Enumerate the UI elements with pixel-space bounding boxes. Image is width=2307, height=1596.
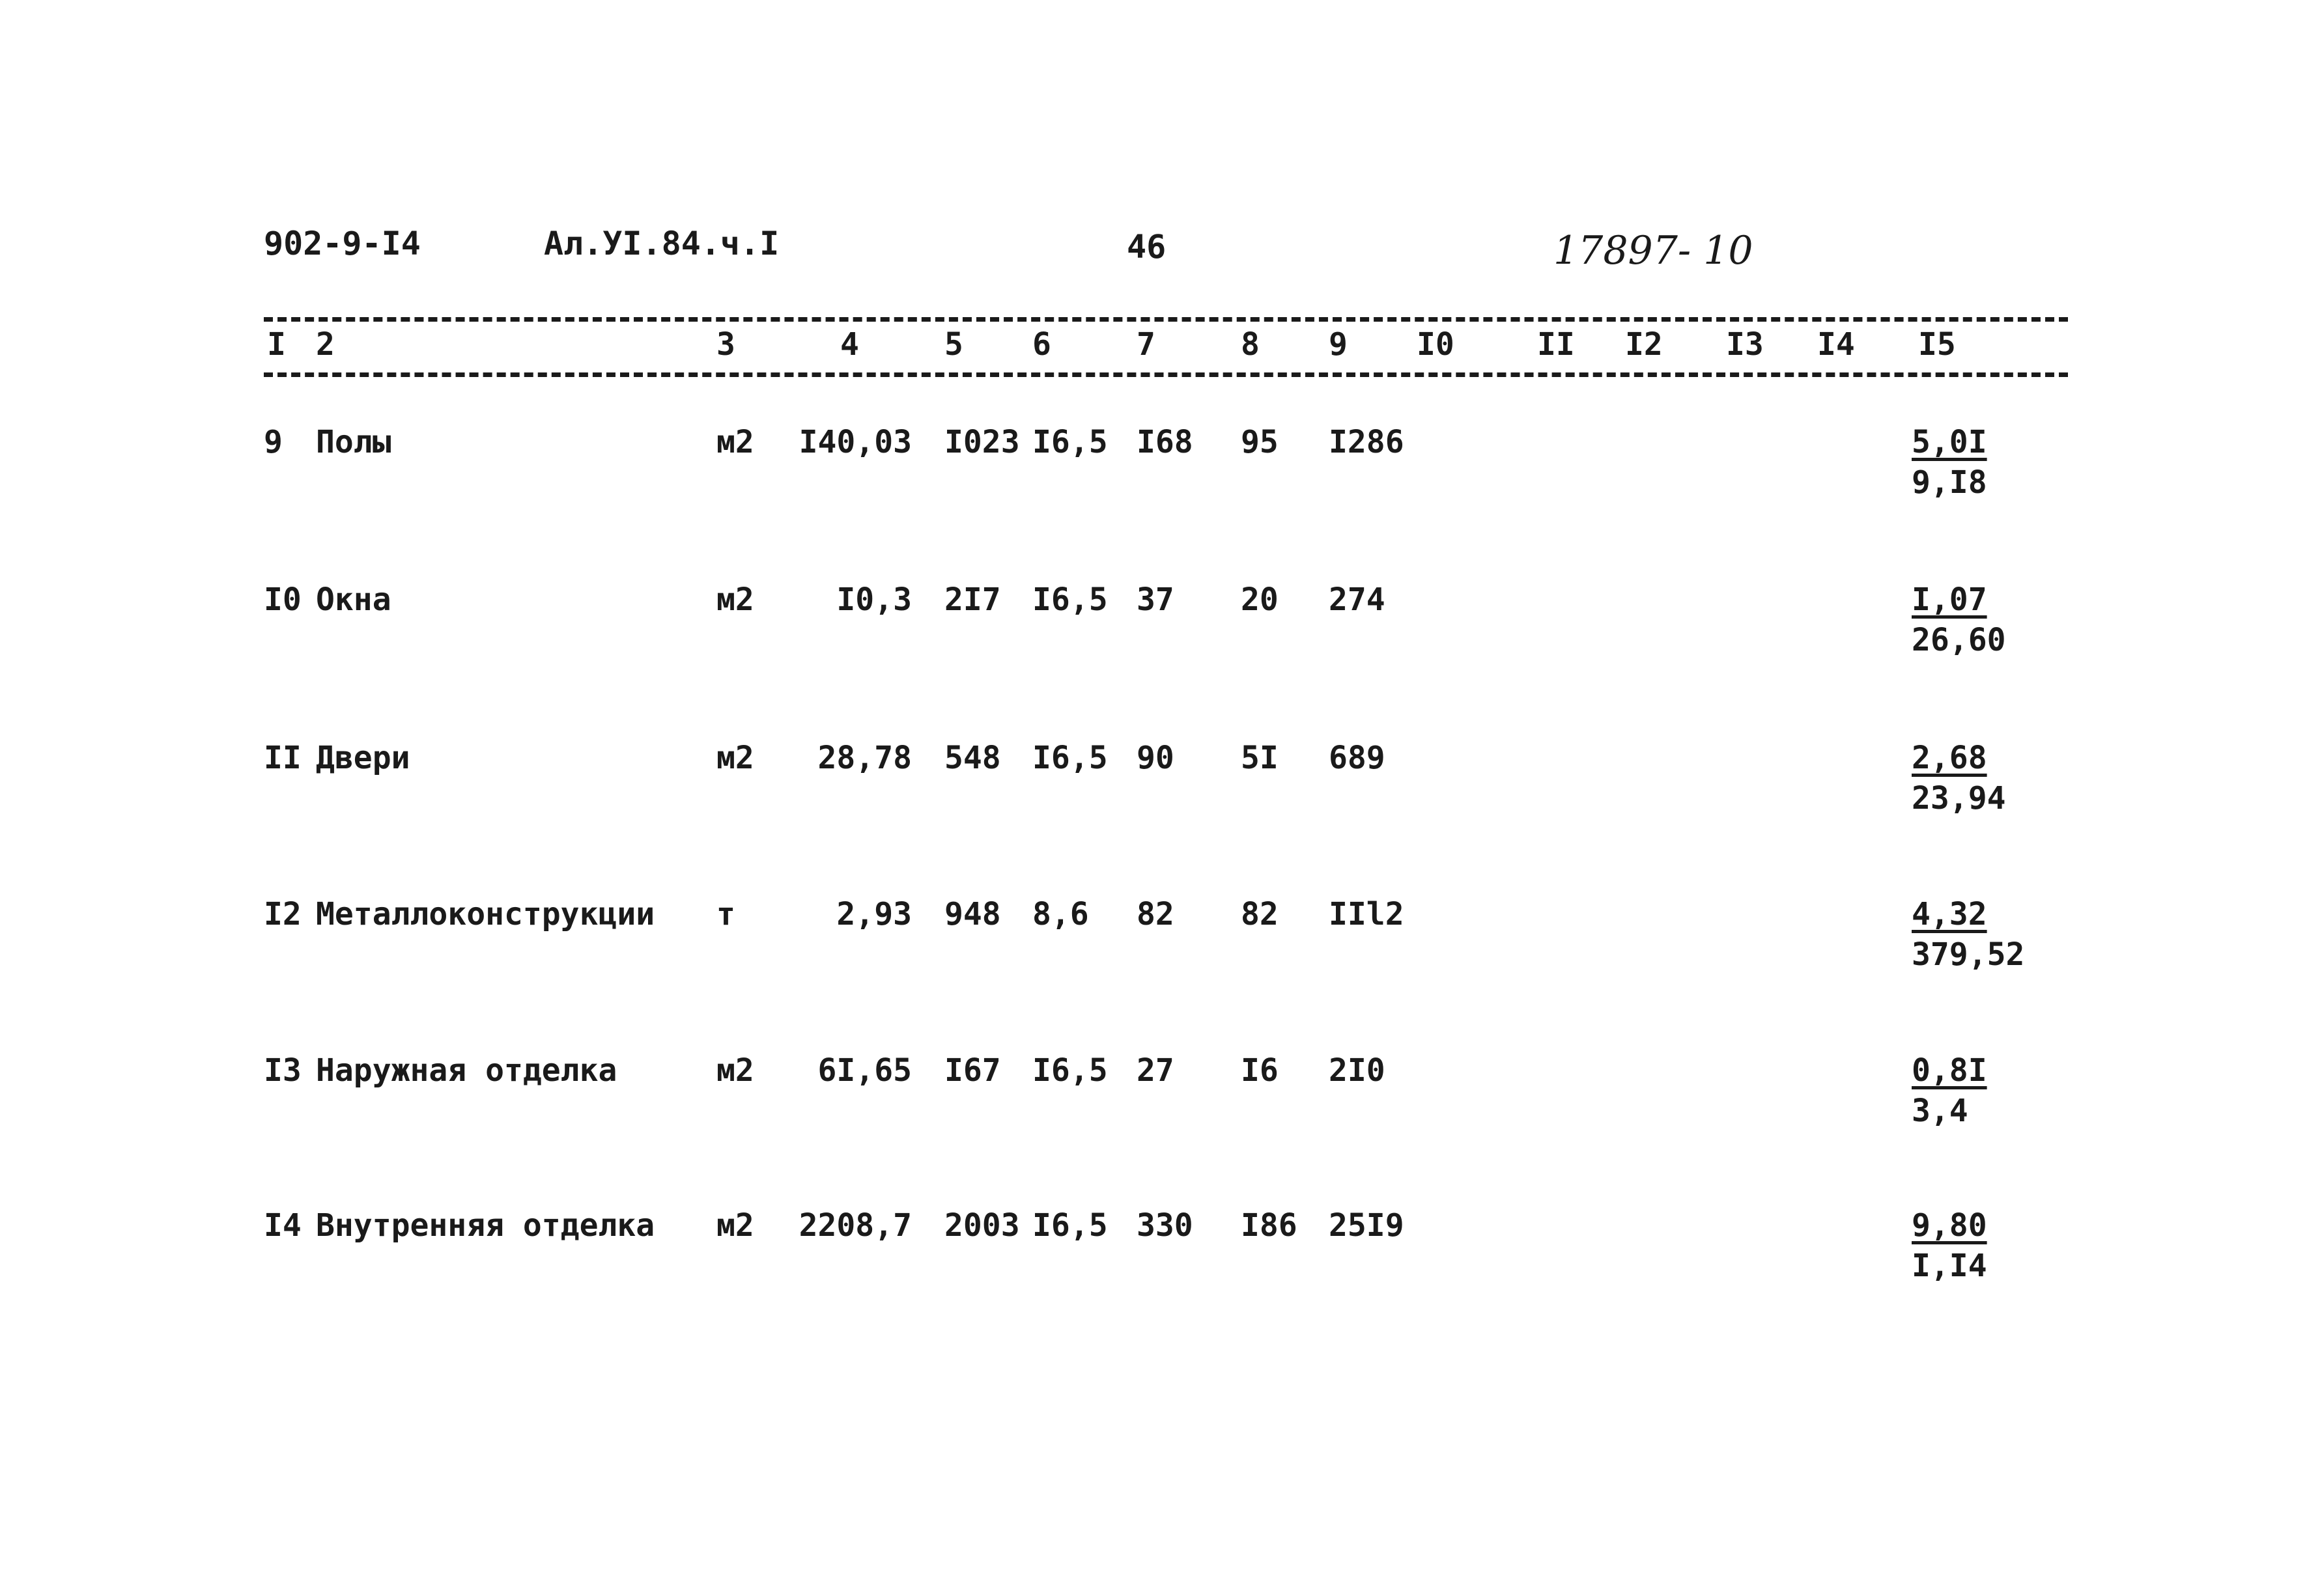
row-col5: 948 [944,896,1001,932]
row-name: Окна [316,581,391,618]
row-col9: 274 [1329,581,1385,618]
col-header-14: I4 [1817,326,1855,363]
row-unit: т [716,896,735,932]
row-col8: I6 [1241,1052,1279,1089]
fraction-denominator: 23,94 [1912,780,2006,817]
row-number: I3 [264,1052,302,1089]
row-number: 9 [264,424,283,460]
row-col15-fraction [1912,896,2025,973]
row-col6: I6,5 [1032,740,1108,776]
fraction-numerator: 0,8I [1912,1052,1987,1089]
row-col4: 28,78 [817,740,912,776]
col-header-10: I0 [1417,326,1454,363]
row-name: Наружная отделка [316,1052,617,1089]
row-col7: 37 [1137,581,1174,618]
row-number: II [264,740,302,776]
col-header-13: I3 [1726,326,1764,363]
row-col5: I023 [944,424,1020,460]
col-header-9: 9 [1329,326,1348,363]
row-col9: 689 [1329,740,1385,776]
row-unit: м2 [716,581,754,618]
row-col15-fraction [1912,1052,1987,1129]
fraction-numerator: 2,68 [1912,740,1987,776]
fraction-numerator: I,07 [1912,581,1987,618]
row-col4: 2,93 [836,896,912,932]
row-col6: I6,5 [1032,1207,1108,1244]
row-col5: I67 [944,1052,1001,1089]
header-rule-bottom [264,372,2068,377]
row-name: Металлоконструкции [316,896,655,932]
row-col9: I286 [1329,424,1404,460]
row-unit: м2 [716,1052,754,1089]
col-header-6: 6 [1032,326,1051,363]
row-col4: 2208,7 [799,1207,912,1244]
fraction-denominator: 379,52 [1912,936,2025,973]
row-col7: 27 [1137,1052,1174,1089]
row-name: Полы [316,424,391,460]
row-col6: 8,6 [1032,896,1089,932]
row-number: I0 [264,581,302,618]
row-col6: I6,5 [1032,581,1108,618]
row-col5: 2I7 [944,581,1001,618]
row-col4: 6I,65 [817,1052,912,1089]
album-reference: Ал.УI.84.ч.I [544,225,780,262]
row-col15-fraction [1912,424,1987,501]
row-col7: 90 [1137,740,1174,776]
row-col15-fraction [1912,740,2006,817]
row-col9: IIl2 [1329,896,1404,932]
row-col15-fraction [1912,581,2006,658]
col-header-2: 2 [316,326,335,363]
col-header-4: 4 [840,326,859,363]
row-col4: I0,3 [836,581,912,618]
row-unit: м2 [716,1207,754,1244]
row-unit: м2 [716,424,754,460]
row-col8: 20 [1241,581,1279,618]
row-col6: I6,5 [1032,424,1108,460]
row-number: I2 [264,896,302,932]
row-col15-fraction [1912,1207,1987,1284]
fraction-denominator: I,I4 [1912,1248,1987,1284]
row-name: Внутренняя отделка [316,1207,655,1244]
row-unit: м2 [716,740,754,776]
row-col7: 330 [1137,1207,1193,1244]
row-name: Двери [316,740,410,776]
header-rule-top [264,317,2068,322]
col-header-8: 8 [1241,326,1260,363]
col-header-7: 7 [1137,326,1155,363]
sheet-mark: 17897- 10 [1553,228,1753,273]
row-col6: I6,5 [1032,1052,1108,1089]
row-col5: 548 [944,740,1001,776]
fraction-denominator: 3,4 [1912,1093,1968,1129]
fraction-numerator: 9,80 [1912,1207,1987,1244]
col-header-5: 5 [944,326,963,363]
row-col8: 82 [1241,896,1279,932]
fraction-denominator: 9,I8 [1912,464,1987,501]
row-col7: 82 [1137,896,1174,932]
fraction-denominator: 26,60 [1912,622,2006,658]
fraction-numerator: 5,0I [1912,424,1987,460]
col-header-3: 3 [716,326,735,363]
doc-code: 902-9-I4 [264,225,421,262]
row-col4: I40,03 [799,424,912,460]
col-header-11: II [1537,326,1575,363]
page-number: 46 [1127,228,1167,266]
row-col8: 95 [1241,424,1279,460]
row-col8: I86 [1241,1207,1297,1244]
fraction-numerator: 4,32 [1912,896,1987,932]
row-col7: I68 [1137,424,1193,460]
row-col9: 2I0 [1329,1052,1385,1089]
col-header-12: I2 [1625,326,1663,363]
row-col8: 5I [1241,740,1279,776]
col-header-15: I5 [1918,326,1956,363]
row-col5: 2003 [944,1207,1020,1244]
row-col9: 25I9 [1329,1207,1404,1244]
col-header-1: I [267,326,286,363]
row-number: I4 [264,1207,302,1244]
